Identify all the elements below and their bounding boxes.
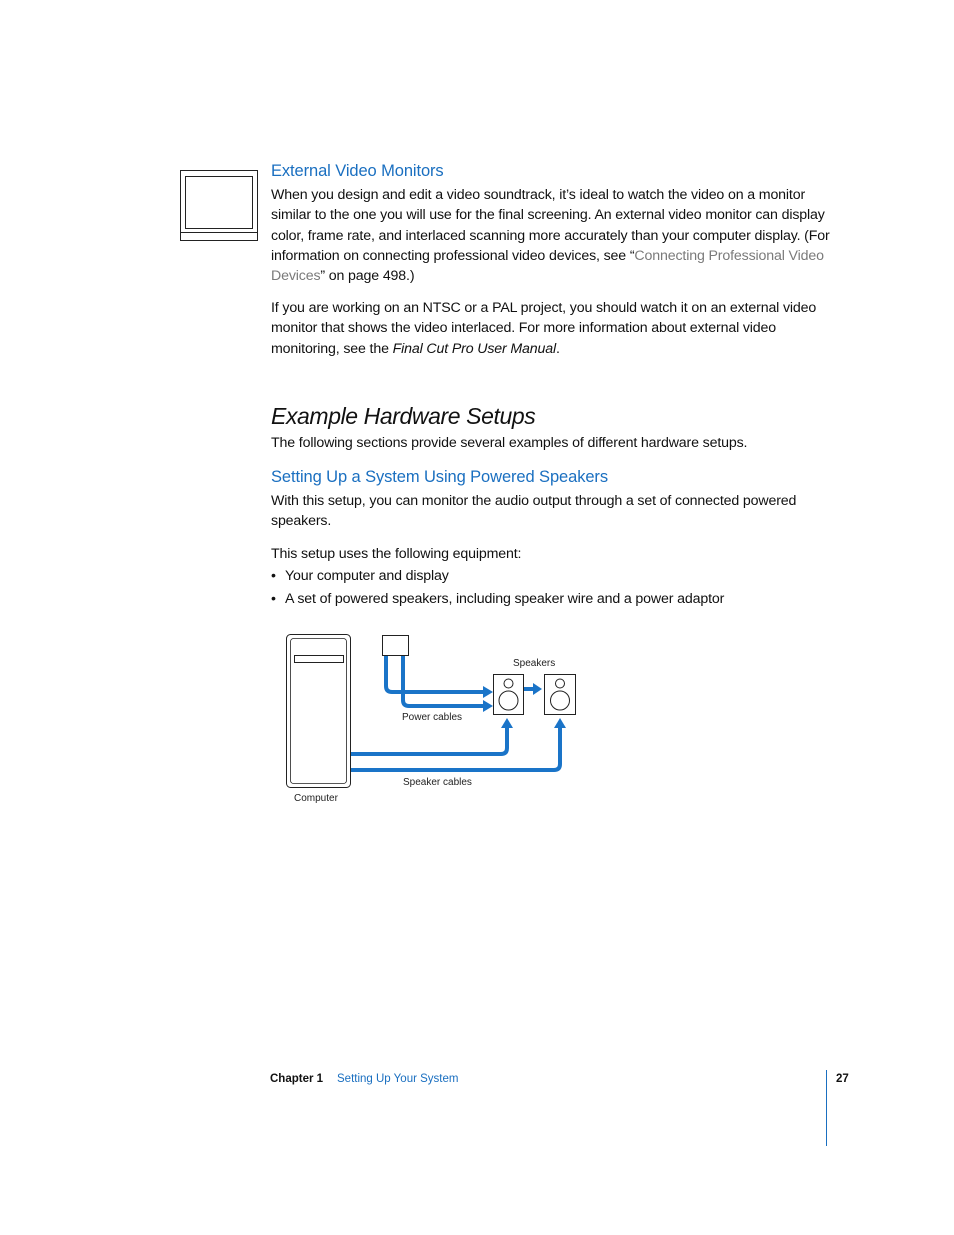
paragraph-text: If you are working on an NTSC or a PAL project, you should watch it on an external video monitor that shows the video interlaced. For more information about external video monitoring, see the <box>271 300 817 357</box>
paragraph-external-monitors <box>271 185 831 286</box>
manual-title: Final Cut Pro User Manual <box>392 340 557 357</box>
arrow-icon <box>501 718 513 728</box>
paragraph-text: When you design and edit a video soundtrack, it’s ideal to watch the video on a monitor similar to the one you will use for the final screening. An external video monitor can display color, frame rate, and interlaced scanning more accurately than your computer display. (For information on connecting professional video devices, see “ <box>271 187 830 264</box>
speaker-cables <box>351 722 560 770</box>
paragraph-text: ” on page 498.) <box>320 268 415 285</box>
arrow-icon <box>533 683 542 695</box>
footer-divider <box>826 1070 827 1146</box>
main-heading: Example Hardware Setups <box>271 403 536 429</box>
arrow-icon <box>483 700 493 712</box>
arrow-icon <box>554 718 566 728</box>
list-item: • Your computer and display <box>271 568 449 584</box>
speaker-left-icon <box>494 675 524 715</box>
list-item: • A set of powered speakers, including speaker wire and a power adaptor <box>271 591 725 607</box>
list-item-text: A set of powered speakers, including speaker wire and a power adaptor <box>285 591 725 607</box>
speakers-label: Speakers <box>513 658 556 669</box>
power-cables <box>386 656 486 706</box>
equipment-list <box>271 566 724 612</box>
hardware-setup-diagram <box>280 630 590 810</box>
cross-reference-link[interactable]: Connecting Professional Video Devices <box>271 247 824 285</box>
power-cables-label: Power cables <box>402 712 463 723</box>
paragraph-ntsc-pal <box>271 298 831 359</box>
page-number: 27 <box>836 1073 849 1085</box>
section-heading-powered-speakers: Setting Up a System Using Powered Speakers <box>271 468 608 486</box>
computer-label: Computer <box>294 793 338 804</box>
section-heading-external-video-monitors: External Video Monitors <box>271 162 444 180</box>
paragraph-equipment: This setup uses the following equipment: <box>271 546 522 562</box>
footer-chapter: Chapter 1 <box>270 1073 324 1085</box>
paragraph-powered-speakers: With this setup, you can monitor the audio output through a set of connected powered speakers. <box>271 493 797 530</box>
speaker-right-icon <box>545 675 576 715</box>
list-item-text: Your computer and display <box>285 568 449 584</box>
paragraph-text: . <box>556 340 560 357</box>
speaker-cables-label: Speaker cables <box>403 777 472 788</box>
power-adaptor-icon <box>383 636 409 656</box>
video-monitor-icon <box>180 170 258 241</box>
intro-paragraph: The following sections provide several examples of different hardware setups. <box>271 435 748 451</box>
arrow-icon <box>483 686 493 698</box>
footer-chapter-title: Setting Up Your System <box>337 1073 459 1085</box>
computer-tower-icon <box>287 635 351 788</box>
